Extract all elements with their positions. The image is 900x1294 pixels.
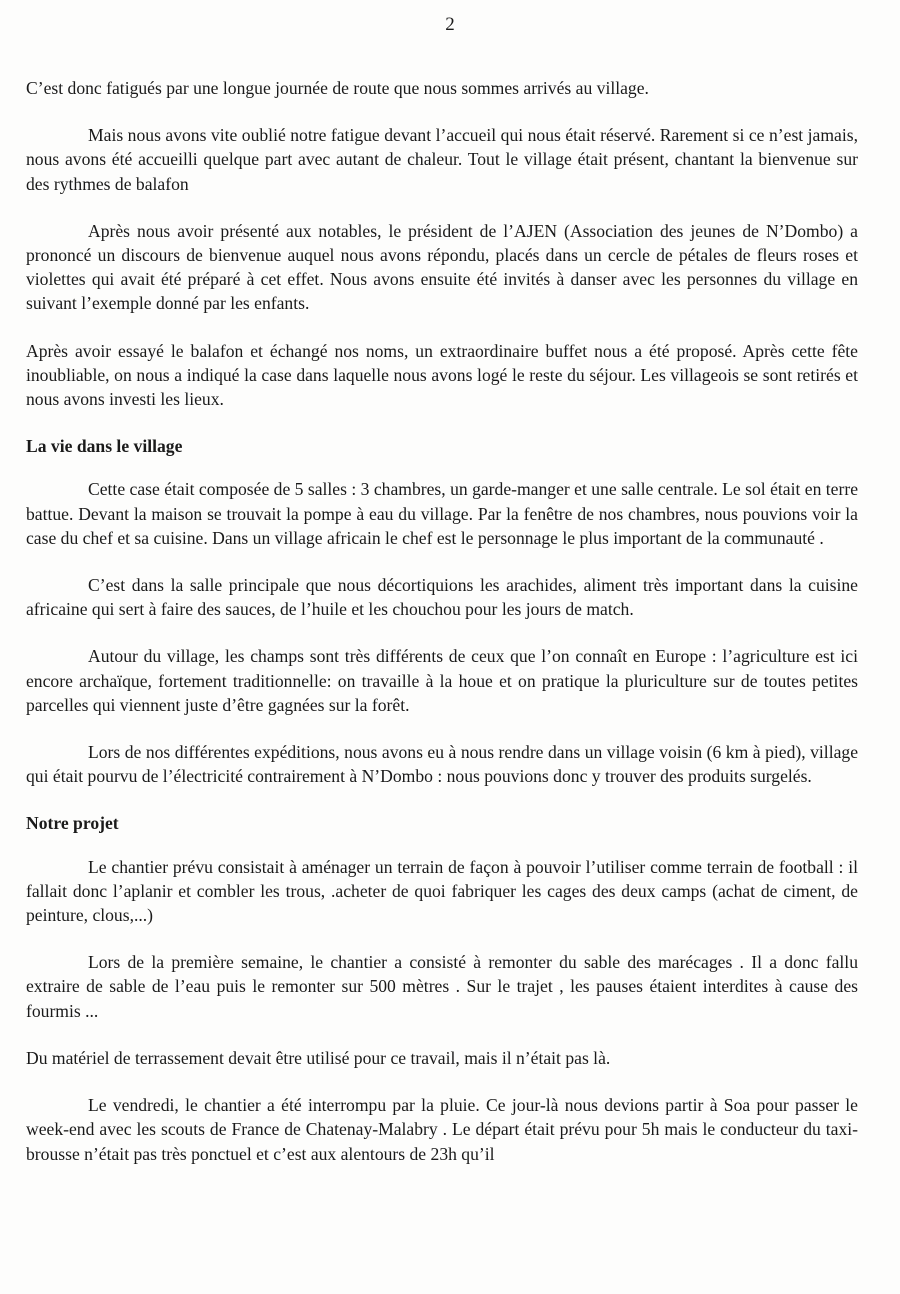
paragraph-arrival: C’est donc fatigués par une longue journée de route que nous sommes arrivés au village.	[26, 78, 649, 98]
section-heading-project: Notre projet	[26, 813, 119, 834]
document-body	[26, 76, 858, 1166]
paragraph-expeditions: Lors de nos différentes expéditions, nous avons eu à nous rendre dans un village voisin (6 km à pied), village qui était pourvu de l’électricité contrairement à N’Dombo : nous pouvions donc y trouver des produits surgelés.	[26, 742, 858, 787]
paragraph-worksite: Le chantier prévu consistait à aménager un terrain de façon à pouvoir l’utiliser comme terrain de football : il fallait donc l’aplanir et combler les trous, .acheter de quoi fabriquer les cages des deux camps (achat de ciment, de peinture, clous,...)	[26, 856, 858, 926]
paragraph-fields: Autour du village, les champs sont très différents de ceux que l’on connaît en Europe : l’agriculture est ici encore archaïque, fortement traditionnelle: on travaille à la houe et on pratique la pluriculture sur de toutes petites parcelles qui viennent juste d’être gagnées sur la forêt.	[26, 646, 858, 715]
paragraph-peanuts: C’est dans la salle principale que nous décortiquions les arachides, aliment très important dans la cuisine africaine qui sert à faire des sauces, de l’huile et les chouchou pour les jours de match.	[26, 575, 858, 620]
paragraph-friday: Le vendredi, le chantier a été interrompu par la pluie. Ce jour-là nous devions partir à Soa pour passer le week-end avec les scouts de France de Chatenay-Malabry . Le départ était prévu pour 5h mais le conducteur du taxi-brousse n’était pas très ponctuel et c’est aux alentours de 23h qu’il	[26, 1095, 858, 1164]
paragraph-speech: Après nous avoir présenté aux notables, le président de l’AJEN (Association des jeunes de N’Dombo) a prononcé un discours de bienvenue auquel nous avons répondu, placés dans un cercle de pétales de fleurs roses et violettes qui avait été préparé à cet effet. Nous avons ensuite été invités à danser avec les personnes du village en suivant l’exemple donné par les enfants.	[26, 220, 858, 314]
paragraph-equipment: Du matériel de terrassement devait être utilisé pour ce travail, mais il n’était pas là.	[26, 1047, 611, 1068]
paragraph-welcome: Mais nous avons vite oublié notre fatigue devant l’accueil qui nous était réservé. Rarement si ce n’est jamais, nous avons été accueilli quelque part avec autant de chaleur. Tout le village était présent, chantant la bienvenue sur des rythmes de balafon	[26, 125, 858, 194]
paragraph-hut: Cette case était composée de 5 salles : 3 chambres, un garde-manger et une salle centrale. Le sol était en terre battue. Devant la maison se trouvait la pompe à eau du village. Par la fenêtre de nos chambres, nous pouvions voir la case du chef et sa cuisine. Dans un village africain le chef est le personnage le plus important de la communauté .	[26, 479, 858, 548]
paragraph-buffet: Après avoir essayé le balafon et échangé nos noms, un extraordinaire buffet nous a été proposé. Après cette fête inoubliable, on nous a indiqué la case dans laquelle nous avons logé le reste du séjour. Les villageois se sont retirés et nous avons investi les lieux.	[26, 340, 858, 410]
section-heading-village-life: La vie dans le village	[26, 436, 183, 457]
paragraph-first-week: Lors de la première semaine, le chantier a consisté à remonter du sable des marécages . Il a donc fallu extraire de sable de l’eau puis le remonter sur 500 mètres . Sur le trajet , les pauses étaient interdites à cause des fourmis ...	[26, 952, 858, 1021]
page-number: 2	[445, 14, 455, 35]
